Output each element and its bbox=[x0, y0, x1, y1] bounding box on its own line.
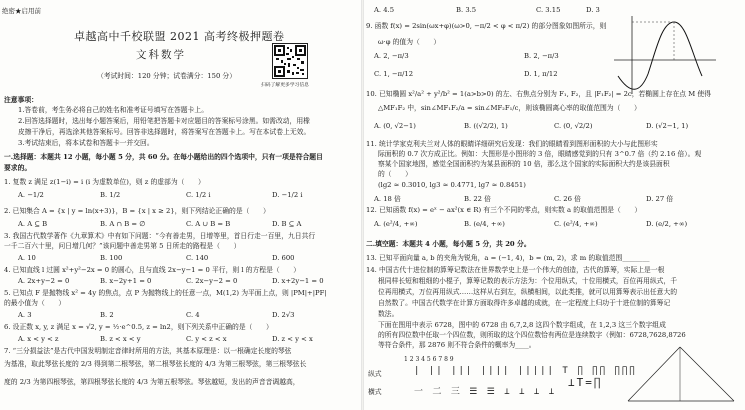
notes-heading: 注意事项： bbox=[4, 96, 38, 104]
rod-vertical-glyphs: | || ||| |||| ||||| T ∏ ∏∏ ∏∏∏ bbox=[414, 366, 637, 376]
option: D. B ⊆ A bbox=[272, 220, 302, 228]
question-11-cont: 察某个国家地图，感觉全国面积约为某县面积的 10 倍，那么这个国家的实际面积大约是该县面积 bbox=[378, 160, 670, 168]
option: C. 1/2 i bbox=[186, 191, 211, 199]
question-7-cont: 度的 2/3 为第四根琴弦，第四根琴弦长度的 4/3 为第五根琴弦。琴弦越短，发出的声音音调越高， bbox=[4, 378, 300, 386]
option: C. y < z < x bbox=[186, 335, 227, 343]
option: B. 100 bbox=[100, 254, 123, 262]
question-7: 7. “三分损益法”是古代中国发明制定音律时所用的方法，其基本原理是：以一根确定长度的琴弦 bbox=[4, 347, 292, 355]
rod-horizontal-label: 横式 bbox=[368, 388, 382, 396]
question-11-cont: 的（ ） bbox=[378, 170, 412, 178]
exam-title: 卓越高中千校联盟 2021 高考终极押题卷 bbox=[74, 30, 285, 43]
option: D. 27 倍 bbox=[646, 195, 674, 203]
question-12: 12. 已知函数 f(x) = eˣ − ax²(x ∈ R) 有三个不同的零点，则实数 a 的取值范围是（ ） bbox=[366, 206, 642, 214]
question-3-cont: 一千二百六十里，问日增几何？”该问题中善走男第 5 日所走的路程是（ ） bbox=[4, 242, 241, 250]
secret-label: 绝密★启用前 bbox=[2, 7, 41, 15]
option: C. 3.15 bbox=[536, 6, 561, 14]
option: B. 3.5 bbox=[456, 6, 477, 14]
question-11-cont: (lg2 ≈ 0.3010, lg3 ≈ 0.4771, lg7 ≈ 0.8451) bbox=[378, 181, 526, 189]
option: D. 600 bbox=[272, 254, 295, 262]
question-14-cont: 位再用横式，万位再用纵式……这样从右到左，纵横相间，以此类推，就可以用算筹表示出任意大的 bbox=[378, 288, 678, 296]
left-page bbox=[0, 0, 362, 410]
question-5: 5. 已知点 F 是抛物线 x² = 4y 的焦点，点 P 为抛物线上的任意一点，M(1,2) 为平面上点，则 |PM|+|PF| bbox=[4, 289, 327, 297]
option: A. (e²/4, +∞) bbox=[374, 220, 418, 228]
option: A. 4.5 bbox=[374, 6, 395, 14]
question-14-cont: 数法。 bbox=[378, 310, 399, 318]
sine-graph-figure bbox=[610, 14, 720, 98]
section1-heading: 一.选择题：本题共 12 小题，每小题 5 分，共 60 分。在每小题给出的四个选项中，只有一项是符合题目 bbox=[4, 153, 323, 161]
option: A. 10 bbox=[18, 254, 36, 262]
option: A. 2x+y−2 = 0 bbox=[18, 277, 70, 285]
note-item: 3.考试结束后，将本试卷和答题卡一并交回。 bbox=[18, 139, 154, 147]
question-11: 11. 统计学家克利夫兰对人体的眼睛详细研究后发现：我们的眼睛看到图形面积的大小与此图形实 bbox=[366, 140, 658, 148]
option: C. 4 bbox=[186, 311, 200, 319]
option: C. (0, √2/2) bbox=[554, 122, 593, 130]
qr-code-icon bbox=[272, 43, 308, 79]
option: B. 22 倍 bbox=[464, 195, 491, 203]
option: C. A ∪ B = B bbox=[186, 220, 231, 228]
rod-vertical-label: 纵式 bbox=[368, 370, 382, 378]
question-9: 9. 函数 f(x) = 2sin(ωx+φ)(ω>0, −π/2 < φ < π/2) 的部分图象如图所示，则 bbox=[366, 22, 607, 30]
option: A. 18 倍 bbox=[374, 195, 401, 203]
exam-subject: 文科数学 bbox=[136, 49, 186, 61]
geometry-figure bbox=[622, 345, 742, 405]
option: B. x−2y+1 = 0 bbox=[100, 277, 152, 285]
section2-heading: 二.填空题：本题共 4 小题，每小题 5 分，共 20 分。 bbox=[366, 240, 531, 248]
question-14-cont: 下面在图用中表示 6728，图中的 6728 由 6,7,2,8 这四个数字组成，在 1,2,3 这三个数字组成 bbox=[378, 321, 666, 329]
note-item: 皮擦干净后，再选涂其他答案标号。回答非选择题时，将答案写在答题卡上。写在本试卷上无效。 bbox=[18, 128, 311, 136]
question-3: 3. 我国古代数学著作《九章算术》中有如下问题：“今有善走男，日增等里，首日行走一百里，九日共行 bbox=[4, 232, 316, 240]
option: A. −1/2 bbox=[18, 191, 44, 199]
option: A. A ⊆ B bbox=[18, 220, 48, 228]
question-14-cont: 等符合条件，那 2876 则不符合条件的概率为____。 bbox=[378, 341, 536, 349]
question-1: 1. 复数 z 满足 z(1−i) = i (i 为虚数单位)，则 z 的虚部为（ ） bbox=[4, 178, 205, 186]
option: D. 2√3 bbox=[272, 311, 295, 319]
option: C. 2x−y−2 = 0 bbox=[186, 277, 238, 285]
question-14-cont: 根同样长短和粗细的小棍子，算筹记数的表示方法为：个位用纵式，十位用横式，百位再用纵式，千 bbox=[378, 277, 678, 285]
rod-numbers: 1 2 3 4 5 6 7 8 9 bbox=[404, 356, 454, 363]
option: A. (0, √2−1) bbox=[374, 122, 416, 130]
option: D. (√2−1, 1) bbox=[646, 122, 689, 130]
option: A. 2, −π/3 bbox=[374, 52, 409, 60]
note-item: 1.答卷前，考生务必将自己的姓名和准考证号填写在答题卡上。 bbox=[18, 106, 208, 114]
question-10-cont: △MF₁F₂ 中，sin∠MF₁F₂/a = sin∠MF₂F₁/c，则该椭圆离心率的取值范围为（ ） bbox=[378, 104, 641, 112]
note-item: 2.回答选择题时，选出每小题答案后，用铅笔把答题卡对应题目的答案标号涂黑。如需改动，用橡 bbox=[18, 117, 310, 125]
question-4: 4. 已知直线 l 过圆 x²+y²−2x = 0 的圆心，且与直线 2x−y−1 = 0 平行，则 l 的方程是（ ） bbox=[4, 266, 301, 274]
qr-caption: 扫码了解更多学习信息 bbox=[261, 83, 309, 88]
question-10: 10. 已知椭圆 x²/a² + y²/b² = 1(a>b>0) 的左、右焦点分别为 F₁, F₂，且 |F₁F₂| = 2c，若椭圆上存在点 M 使得 bbox=[366, 90, 711, 98]
exam-meta: （考试时间：120 分钟；试卷满分：150 分） bbox=[97, 72, 237, 80]
question-14-cont: 的所有四位数中任取一个四位数，则所取的这个四位数恰有两位是连续数字（例如：6728,7628,8726 bbox=[378, 331, 686, 339]
option: C. (e²/4, +∞) bbox=[554, 220, 598, 228]
option: A. 3 bbox=[18, 311, 32, 319]
question-2: 2. 已知集合 A = {x | y = ln(x+3)}，B = {x | x ≥ 2}，则下列结论正确的是（ ） bbox=[4, 207, 270, 215]
option: C. 1, −π/12 bbox=[374, 70, 414, 78]
option: D. (e/2, +∞) bbox=[646, 220, 688, 228]
option: B. 1/2 bbox=[100, 191, 121, 199]
option: B. z < x < y bbox=[100, 335, 141, 343]
option: B. 2 bbox=[100, 311, 114, 319]
question-9-cont: ω·φ 的值为（ ） bbox=[378, 38, 441, 46]
question-6: 6. 设正数 x, y, z 满足 x = √2, y = ½·e^0.5, z = ln2，则下列关系中正确的是（ ） bbox=[4, 323, 273, 331]
option: D. 3 bbox=[586, 6, 600, 14]
question-5-cont: 的最小值为（ ） bbox=[4, 299, 66, 307]
option: A. x < y < z bbox=[18, 335, 59, 343]
option: D. 1, π/12 bbox=[524, 70, 558, 78]
option: C. 140 bbox=[186, 254, 209, 262]
question-11-cont: 际面积的 0.7 次方成正比。例如：大图形是小图形的 3 倍，眼睛感觉到的只有 3^0.7 倍（约 2.16 倍）。观 bbox=[378, 150, 702, 158]
option: B. ((√2/2), 1) bbox=[464, 122, 508, 130]
option: C. 26 倍 bbox=[554, 195, 581, 203]
question-14-cont: 自然数了。中国古代数学在计算方面取得许多卓越的成就，在一定程度上归功于十进位制的算筹记 bbox=[378, 299, 671, 307]
question-13: 13. 已知平面向量 a, b 的夹角为锐角，a = (−1, 4)，b = (m, 2)，求 m 的取值范围________ bbox=[366, 254, 650, 262]
option: D. x+2y−1 = 0 bbox=[272, 277, 324, 285]
option: B. A ∩ B = ∅ bbox=[100, 220, 146, 228]
option: B. 2, −π/3 bbox=[524, 52, 559, 60]
option: D. z < y < x bbox=[272, 335, 313, 343]
option: B. (e/4, +∞) bbox=[464, 220, 505, 228]
question-14: 14. 中国古代十进位制的算筹记数法在世界数学史上是一个伟大的创造，古代的算筹，实际上是一根 bbox=[366, 266, 665, 274]
option: D. −1/2 i bbox=[272, 191, 303, 199]
rod-example: ⊥T=∏ bbox=[568, 376, 603, 389]
question-7-cont: 为基准，取此琴弦长度的 2/3 得到第二根琴弦，第二根琴弦长度的 4/3 为第三根琴弦，第三根琴弦长 bbox=[4, 360, 307, 368]
section1-heading-cont: 要求的。 bbox=[4, 164, 32, 172]
rod-horizontal-glyphs: 一 二 三 ☰ ☰ ⊥ ⊥ ⊥ ⊥ bbox=[414, 387, 557, 397]
